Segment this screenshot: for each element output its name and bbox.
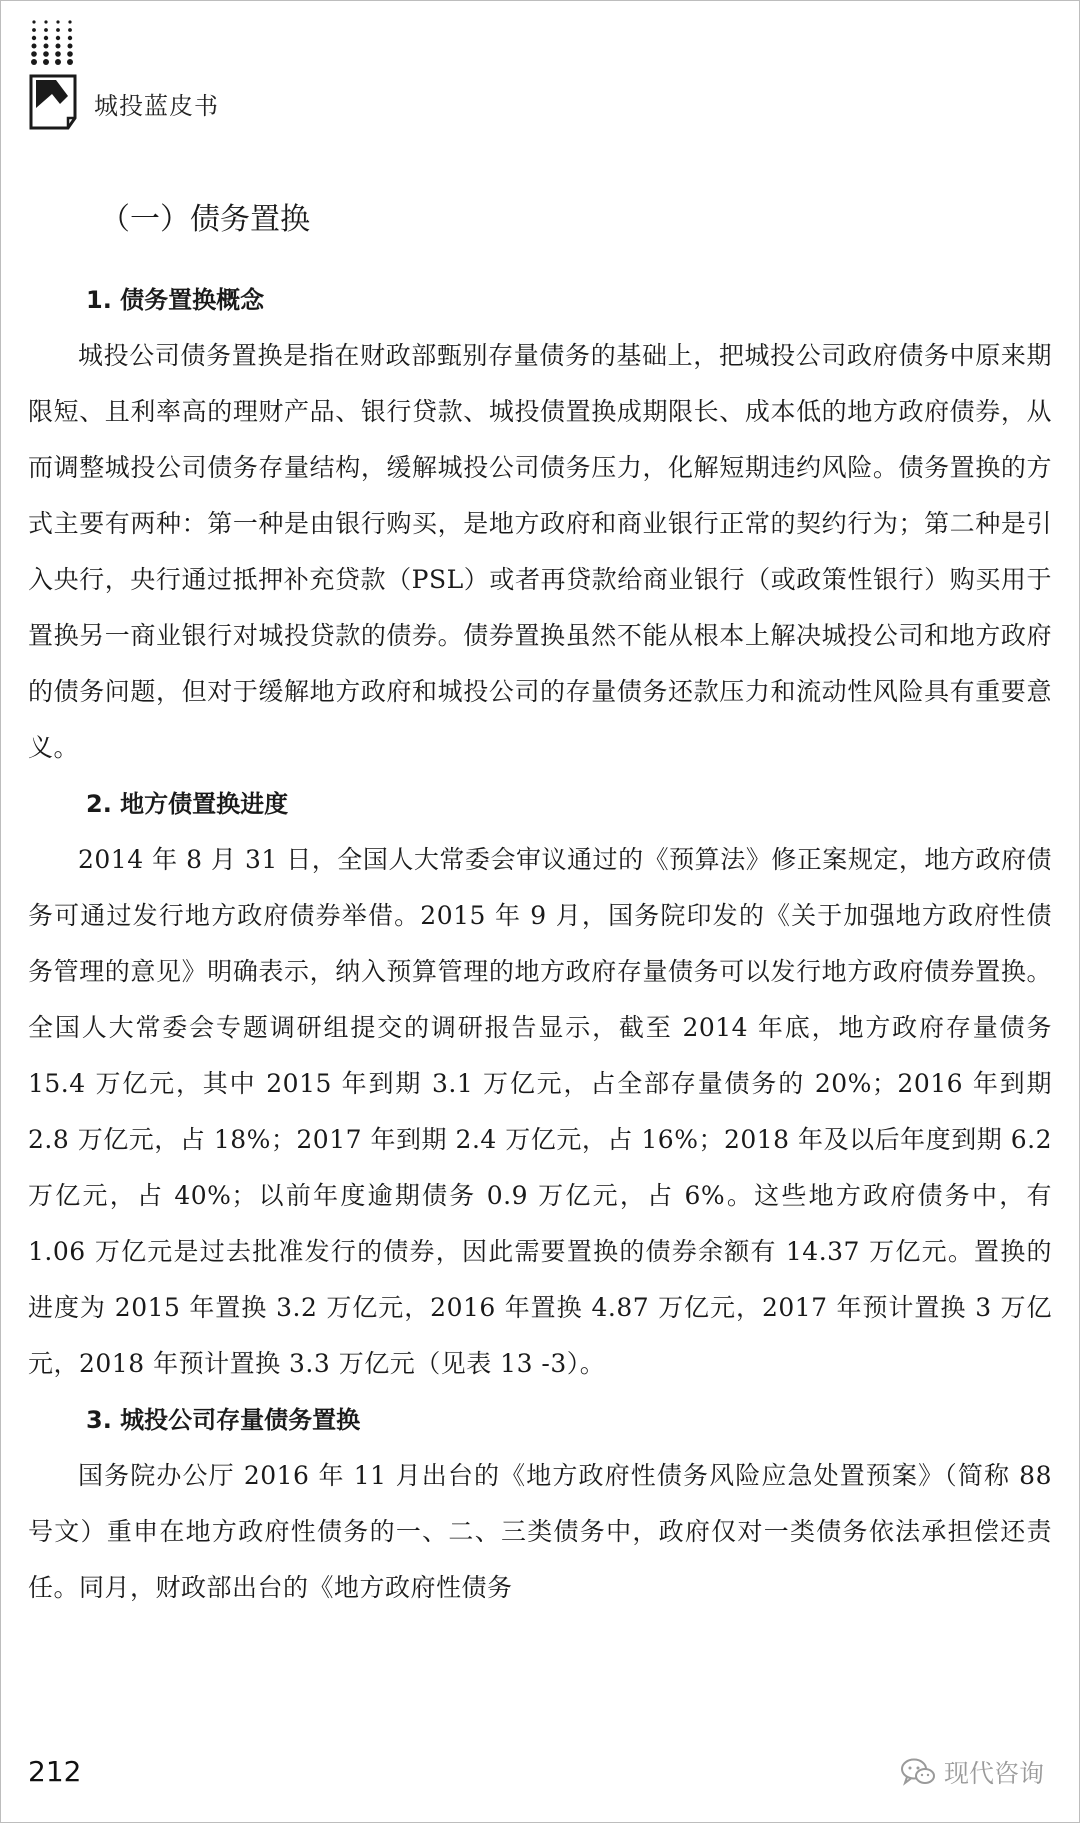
paragraph-debt-swap-concept: 城投公司债务置换是指在财政部甄别存量债务的基础上，把城投公司政府债务中原来期限短、且利率高的理财产品、银行贷款、城投债置换成期限长、成本低的地方政府债券，从而调整城投公司债务存量结构，缓解城投公司债务压力，化解短期违约风险。债务置换的方式主要有两种：第一种是由银行购买，是地方政府和商业银行正常的契约行为；第二种是引入央行，央行通过抵押补充贷款（PSL）或者再贷款给商业银行（或政策性银行）购买用于置换另一商业银行对城投贷款的债券。债券置换虽然不能从根本上解决城投公司和地方政府的债务问题，但对于缓解地方政府和城投公司的存量债务还款压力和流动性风险具有重要意义。 bbox=[28, 341, 1052, 762]
book-title: 城投蓝皮书 bbox=[94, 92, 219, 120]
subsection-heading-3: 3. 城投公司存量债务置换 bbox=[86, 1406, 361, 1434]
page-content bbox=[28, 190, 1052, 1616]
spacer bbox=[28, 250, 1052, 272]
page-number: 212 bbox=[28, 1755, 82, 1788]
paragraph-lgfv-debt-swap: 国务院办公厅 2016 年 11 月出台的《地方政府性债务风险应急处置预案》（简称 88 号文）重申在地方政府性债务的一、二、三类债务中，政府仅对一类债务依法承担偿还责任。同月，财政部出台的《地方政府性债务 bbox=[28, 1461, 1052, 1602]
page-header bbox=[28, 18, 428, 130]
paragraph-local-debt-swap-progress: 2014 年 8 月 31 日，全国人大常委会审议通过的《预算法》修正案规定，地方政府债务可通过发行地方政府债券举借。2015 年 9 月，国务院印发的《关于加强地方政府性债务管理的意见》明确表示，纳入预算管理的地方政府存量债务可以发行地方政府债券置换。全国人大常委会专题调研组提交的调研报告显示，截至 2014 年底，地方政府存量债务 15.4 万亿元，其中 2015 年到期 3.1 万亿元，占全部存量债务的 20%；2016 年到期 2.8 万亿元，占 18%；2017 年到期 2.4 万亿元，占 16%；2018 年及以后年度到期 6.2 万亿元，占 40%；以前年度逾期债务 0.9 万亿元，占 6%。这些地方政府债务中，有 1.06 万亿元是过去批准发行的债券，因此需要置换的债券余额有 14.37 万亿元。置换的进度为 2015 年置换 3.2 万亿元，2016 年置换 4.87 万亿元，2017 年预计置换 3 万亿元，2018 年预计置换 3.3 万亿元（见表 13 -3）。 bbox=[28, 845, 1052, 1378]
subsection-heading-2: 2. 地方债置换进度 bbox=[86, 790, 289, 818]
wechat-icon bbox=[900, 1757, 936, 1787]
book-logo-icon bbox=[28, 18, 78, 130]
watermark-text: 现代咨询 bbox=[943, 1759, 1044, 1788]
subsection-heading-1: 1. 债务置换概念 bbox=[86, 286, 265, 314]
watermark bbox=[900, 1752, 1044, 1792]
section-title: （一）债务置换 bbox=[100, 202, 310, 237]
